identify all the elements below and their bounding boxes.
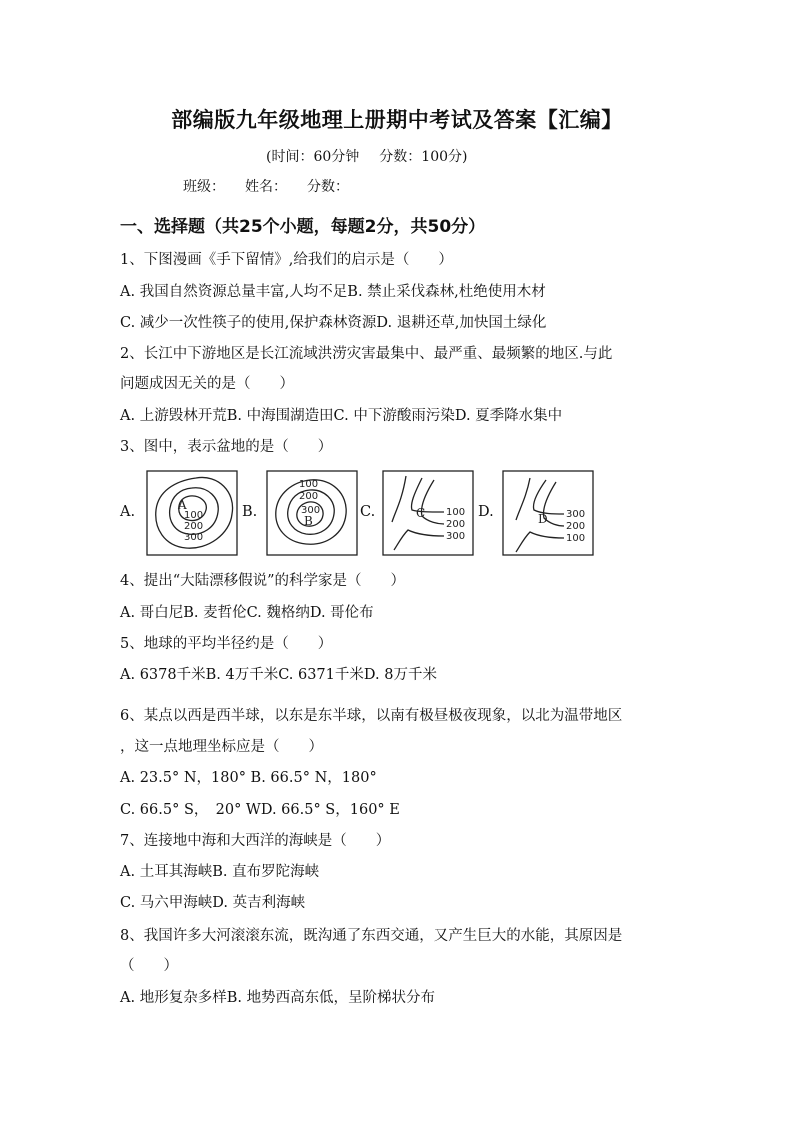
question-6-line-1: 6、某点以西是西半球，以东是东半球，以南有极昼极夜现象，以北为温带地区 bbox=[120, 708, 623, 724]
map-a-letter: A bbox=[178, 498, 187, 512]
map-c-label-100: 100 bbox=[446, 507, 466, 518]
question-3: 3、图中，表示盆地的是（ ） bbox=[120, 439, 333, 455]
map-c-label-200: 200 bbox=[446, 519, 466, 530]
question-5: 5、地球的平均半径约是（ ） bbox=[120, 636, 333, 652]
student-fields bbox=[183, 176, 369, 196]
question-1-options-ab: A. 我国自然资源总量丰富,人均不足B. 禁止采伐森林,杜绝使用木材 bbox=[120, 284, 546, 300]
map-c-label-300: 300 bbox=[446, 531, 466, 542]
map-c-letter: C bbox=[416, 506, 426, 520]
figure-label-c: C. bbox=[360, 504, 376, 520]
question-7-options-ab: A. 土耳其海峡B. 直布罗陀海峡 bbox=[120, 864, 320, 880]
map-d-label-200: 200 bbox=[566, 521, 586, 532]
map-b-label-300: 300 bbox=[301, 505, 321, 516]
map-a-label-100: 100 bbox=[184, 510, 204, 521]
contour-map-b bbox=[266, 470, 358, 556]
exam-time: (时间：60分钟 bbox=[266, 149, 360, 165]
question-8-line-1: 8、我国许多大河滚滚东流，既沟通了东西交通，又产生巨大的水能，其原因是 bbox=[120, 928, 623, 944]
question-8-line-2: （ ） bbox=[120, 958, 178, 974]
question-2-line-2: 问题成因无关的是（ ） bbox=[120, 376, 294, 392]
map-d-label-100: 100 bbox=[566, 533, 586, 544]
figure-label-b: B. bbox=[242, 504, 258, 520]
map-b-letter: B bbox=[304, 514, 313, 528]
question-5-options: A. 6378千米B. 4万千米C. 6371千米D. 8万千米 bbox=[120, 667, 437, 683]
map-a-label-200: 200 bbox=[184, 521, 204, 532]
question-6-line-2: ，这一点地理坐标应是（ ） bbox=[120, 739, 323, 755]
question-7-options-cd: C. 马六甲海峡D. 英吉利海峡 bbox=[120, 895, 306, 911]
figure-label-d: D. bbox=[478, 504, 494, 520]
question-7: 7、连接地中海和大西洋的海峡是（ ） bbox=[120, 833, 391, 849]
figure-label-a: A. bbox=[120, 504, 136, 520]
class-field[interactable]: 班级： bbox=[183, 179, 225, 195]
map-d-letter: D bbox=[538, 512, 548, 526]
exam-score: 分数：100分) bbox=[379, 149, 468, 165]
question-4-options: A. 哥白尼B. 麦哲伦C. 魏格纳D. 哥伦布 bbox=[120, 605, 374, 621]
question-4: 4、提出“大陆漂移假说”的科学家是（ ） bbox=[120, 573, 406, 589]
question-2-line-1: 2、长江中下游地区是长江流域洪涝灾害最集中、最严重、最频繁的地区.与此 bbox=[120, 346, 613, 362]
map-b-label-100: 100 bbox=[299, 479, 319, 490]
map-a-label-300: 300 bbox=[184, 532, 204, 543]
contour-figures bbox=[120, 470, 680, 556]
map-b-label-200: 200 bbox=[299, 491, 319, 502]
contour-map-c bbox=[382, 470, 474, 556]
question-1-options-cd: C. 减少一次性筷子的使用,保护森林资源D. 退耕还草,加快国土绿化 bbox=[120, 315, 547, 331]
question-6-options-ab: A. 23.5° N，180° B. 66.5° N，180° bbox=[120, 770, 377, 786]
question-1: 1、下图漫画《手下留情》,给我们的启示是（ ） bbox=[120, 252, 453, 268]
question-8-options-ab: A. 地形复杂多样B. 地势西高东低，呈阶梯状分布 bbox=[120, 990, 436, 1006]
score-field[interactable]: 分数： bbox=[307, 179, 349, 195]
exam-meta bbox=[266, 146, 467, 166]
question-6-options-cd: C. 66.5° S， 20° WD. 66.5° S，160° E bbox=[120, 802, 400, 818]
question-2-options: A. 上游毁林开荒B. 中海围湖造田C. 中下游酸雨污染D. 夏季降水集中 bbox=[120, 408, 563, 424]
map-d-label-300: 300 bbox=[566, 509, 586, 520]
name-field[interactable]: 姓名： bbox=[245, 179, 287, 195]
contour-map-d bbox=[502, 470, 594, 556]
contour-map-a bbox=[146, 470, 238, 556]
section-heading: 一、选择题（共25个小题，每题2分，共50分） bbox=[120, 217, 486, 237]
document-title: 部编版九年级地理上册期中考试及答案【汇编】 bbox=[171, 108, 623, 132]
